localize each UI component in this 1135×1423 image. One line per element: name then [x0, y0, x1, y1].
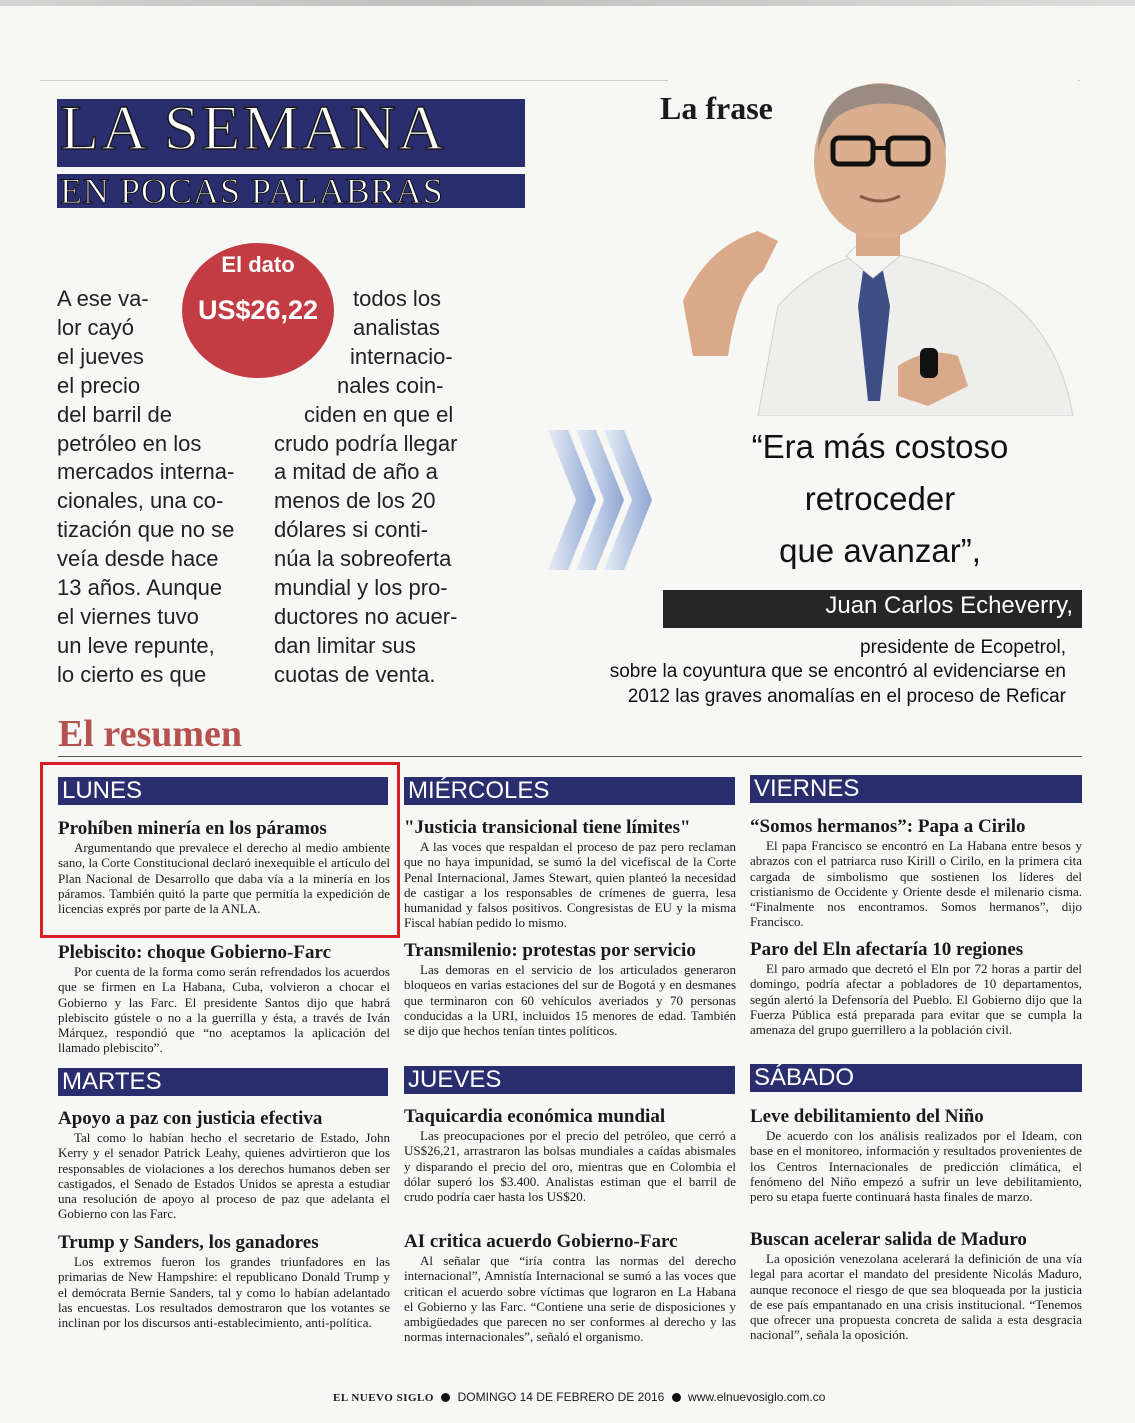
bullet-dot-icon — [672, 1393, 681, 1402]
story-body: Al señalar que “iría contra las normas del derecho internacional”, Amnistía Internacional se sumó a las voces que critican el acuerdo sobre víctimas que lograron en La Habana el Gobierno y las Farc. “Contiene una serie de disposiciones y ambigüedades que parecen no ser conformes al derecho y las normas internacionales”, señaló el organismo. — [404, 1253, 736, 1345]
dato-left-line: el jueves — [57, 343, 144, 369]
dato-right-line: ductores no acuer- — [274, 603, 458, 629]
dato-left-line: 13 años. Aunque — [57, 575, 223, 600]
resumen-title: El resumen — [58, 713, 243, 755]
dato-left-line: mercados interna- — [57, 459, 235, 485]
dato-right-line: mundial y los pro- — [274, 575, 448, 600]
story-body: La oposición venezolana acelerará la definición de una vía legal para acortar el mandato del presidente Nicolás Maduro, aunque reconoce el riesgo de que sea bloqueada por la justicia de ese país empantanado en una crisis institucional. “Tenemos que ofrecer una propuesta concreta de salida a esta desgracia nacional”, señala la oposición. — [750, 1251, 1082, 1343]
day-bar-jueves — [404, 1066, 735, 1094]
frase-title: La frase — [660, 90, 773, 126]
dato-left-line: lor cayó — [57, 314, 135, 340]
story-body: Argumentando que prevalece el derecho al medio ambiente sano, la Corte Constitucional declaró inexequible el artículo del Plan Nacional de Desarrollo que daba vía a la minería en los páramos. También quitó la parte que permitía la expedición de licencias exprés por parte de la ANLA. — [58, 840, 390, 917]
footer — [333, 1390, 825, 1404]
dato-right-line: dólares si conti- — [274, 517, 429, 543]
highlight-box — [40, 762, 400, 938]
story-body: Tal como lo habían hecho el secretario de Estado, John Kerry y el senador Patrick Leahy, quienes advirtieron que los responsables de violaciones a los derechos humanos deben ser castigados, el Senado de Estados Unidos se apresta a estudiar una resolución de apoyo al proceso de paz que adelanta el Gobierno con las Farc. — [58, 1130, 390, 1222]
dato-right-line: a mitad de año a — [274, 459, 438, 485]
dato-left-line: cionales, una co- — [57, 488, 224, 514]
day-label-viernes: VIERNES — [754, 775, 860, 802]
dato-right-line: todos los — [353, 286, 442, 311]
day-label-sabado: SÁBADO — [754, 1064, 855, 1091]
quote-line: “Era más costoso — [751, 428, 1009, 465]
dato-left-line: lo cierto es que — [57, 661, 207, 687]
dato-label: El dato — [221, 252, 295, 277]
story-headline: Taquicardia económica mundial — [404, 1106, 666, 1127]
story-headline: Prohíben minería en los páramos — [58, 818, 327, 839]
story-body: Las demoras en el servicio de los articulados generaron bloqueos en varias estaciones del sur de Bogotá y en desmanes que terminaron con 60 vehículos averiados y 70 personas conducidas a la URI, incluidos 15 menores de edad. También se dijo que hechos tenían tintes políticos. — [404, 962, 736, 1039]
quote-line: que avanzar”, — [779, 532, 981, 569]
story-headline: Apoyo a paz con justicia efectiva — [58, 1108, 323, 1129]
dato-right-line: analistas — [353, 314, 440, 340]
resumen-rule — [58, 756, 1082, 757]
story-body: Las preocupaciones por el precio del petróleo, que cerró a US$26,21, arrastraron las bolsas mundiales a caídas abismales y disparando el precio del oro, mientras que en Colombia el dólar superó los $3.400. Analistas estiman que el barril de crudo podría caer hasta los US$20. — [404, 1128, 736, 1205]
dato-right-line: nales coin- — [337, 372, 444, 398]
day-bar-martes — [58, 1068, 388, 1096]
context-line: presidente de Ecopetrol, — [860, 637, 1066, 658]
story-headline: AI critica acuerdo Gobierno-Farc — [404, 1231, 678, 1252]
footer-date: DOMINGO 14 DE FEBRERO DE 2016 — [457, 1390, 665, 1404]
dato-right-line: internacio- — [350, 343, 453, 369]
story-body: De acuerdo con los análisis realizados por el Ideam, con base en el monitoreo, información y resultados provenientes de los Centros Internacionales de predicción climática, el fenómeno del Niño empezó a sufrir un leve debilitamiento, pero su etapa fuerte continuará hasta finales de marzo. — [750, 1128, 1082, 1205]
dato-left-line: petróleo en los — [57, 430, 202, 456]
dato-left-line: del barril de — [57, 401, 172, 427]
footer-brand: EL NUEVO SIGLO — [333, 1392, 434, 1404]
dato-left-line: un leve repunte, — [57, 632, 215, 658]
quote-line: retroceder — [804, 480, 956, 517]
author-name: Juan Carlos Echeverry, — [825, 592, 1073, 619]
story-body: Por cuenta de la forma como serán refrendados los acuerdos que se firmen en La Habana, Cuba, volvieron a chocar el Gobierno y las Farc. El presidente Santos dijo que habrá plebiscito gústele o no a la guerrilla y ésta, a través de Iván Márquez, respondió que “no aceptamos la aplicación del llamado plebiscito”. — [58, 964, 390, 1056]
masthead-subtitle: EN POCAS PALABRAS — [60, 171, 444, 211]
context-line: 2012 las graves anomalías en el proceso de Reficar — [627, 686, 1066, 707]
day-label-martes: MARTES — [62, 1068, 162, 1095]
dato-right-line: dan limitar sus — [274, 632, 416, 658]
story-headline: "Justicia transicional tiene límites" — [404, 817, 691, 838]
dato-right-line: cuotas de venta. — [274, 661, 436, 687]
day-bar-viernes — [750, 775, 1082, 803]
story-headline: Leve debilitamiento del Niño — [750, 1106, 984, 1127]
dato-right-line: ciden en que el — [304, 401, 454, 427]
bullet-dot-icon — [441, 1393, 450, 1402]
dato-right-line: crudo podría llegar — [274, 430, 458, 456]
story-headline: “Somos hermanos”: Papa a Cirilo — [750, 816, 1026, 837]
story-headline: Transmilenio: protestas por servicio — [404, 940, 696, 961]
day-label-lunes: LUNES — [62, 777, 143, 804]
dato-right-line: menos de los 20 — [274, 488, 436, 514]
masthead-title: LA SEMANA — [60, 92, 447, 163]
page-top-edge — [0, 0, 1135, 6]
dato-left-line: el viernes tuvo — [57, 603, 199, 629]
story-headline: Trump y Sanders, los ganadores — [58, 1232, 319, 1253]
dato-left-line: el precio — [57, 372, 141, 398]
story-headline: Paro del Eln afectaría 10 regiones — [750, 939, 1024, 960]
day-bar-miercoles — [404, 777, 735, 805]
dato-right-line: núa la sobreoferta — [274, 546, 452, 572]
story-headline: Plebiscito: choque Gobierno-Farc — [58, 942, 332, 963]
dato-left-line: tización que no se — [57, 517, 235, 543]
story-body: A las voces que respaldan el proceso de paz pero reclaman que no haya impunidad, se sumó la del vicefiscal de la Corte Penal Internacional, James Stewart, quien planteó la necesidad de castigar a los responsables de crímenes de guerra, lesa humanidad y falsos positivos. Congresistas de EU y la misma Fiscal habían pedido lo mismo. — [404, 839, 736, 931]
dato-left-line: veía desde hace — [57, 546, 219, 572]
context-line: sobre la coyuntura que se encontró al evidenciarse en — [609, 661, 1066, 682]
story-body: El papa Francisco se encontró en La Habana entre besos y abrazos con el patriarca ruso Kirill o Cirilo, en la primera cita cargada de simbolismo que sostienen los líderes del cristianismo de Occidente y Oriente desde el milenario cisma. “Finalmente nos encontramos. Somos hermanos”, dijo Francisco. — [750, 838, 1082, 930]
day-label-jueves: JUEVES — [408, 1066, 502, 1093]
footer-url[interactable]: www.elnuevosiglo.com.co — [688, 1390, 826, 1404]
day-bar-sabado — [750, 1064, 1082, 1092]
chevron-decoration-icon — [546, 430, 656, 570]
story-headline: Buscan acelerar salida de Maduro — [750, 1229, 1027, 1250]
dato-value: US$26,22 — [197, 295, 319, 325]
dato-left-line: A ese va- — [57, 286, 149, 311]
story-body: El paro armado que decretó el Eln por 72 horas a partir del domingo, podría afectar a pobladores de 10 departamentos, según alertó la Defensoría del Pueblo. El Gobierno dijo que la Fuerza Pública está preparada para evitar que se cumpla la amenaza del grupo guerrillero a la población civil. — [750, 961, 1082, 1038]
story-body: Los extremos fueron los grandes triunfadores en las primarias de New Hampshire: el republicano Donald Trump y el demócrata Bernie Sanders, tal y como lo habían adelantado las encuestas. Los resultados demostraron que los votantes se inclinan por los discursos anti-establecimiento, anti-política. — [58, 1254, 390, 1331]
day-label-miercoles: MIÉRCOLES — [408, 777, 550, 804]
